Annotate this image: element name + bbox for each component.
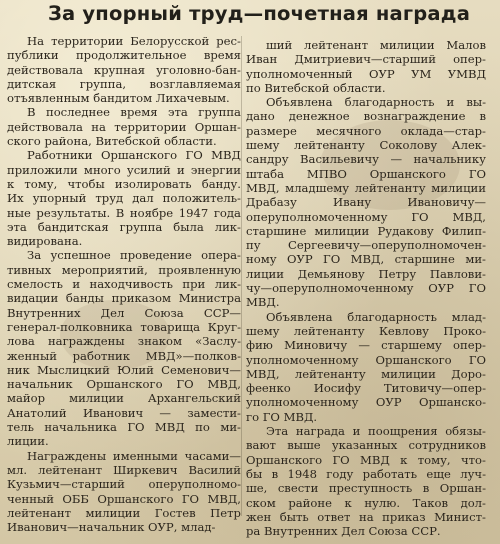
article-paragraph bbox=[7, 34, 241, 105]
text-line: сандру Васильевичу — начальнику bbox=[246, 152, 486, 167]
text-line: шему лейтенанту Соколову Алек- bbox=[246, 138, 486, 153]
text-line: ник Мыслицкий Юлий Семенович— bbox=[7, 362, 241, 377]
text-line: Анатолий Иванович — замести- bbox=[7, 405, 241, 420]
text-line: уполномоченному Оршанского ГО bbox=[246, 352, 486, 367]
text-line: Драбазу Ивану Ивановичу— bbox=[246, 195, 486, 210]
text-line: дано денежное вознаграждение в bbox=[246, 109, 486, 124]
text-line: тель начальника ГО МВД по ми- bbox=[7, 420, 241, 435]
column-divider bbox=[241, 36, 242, 516]
text-line: размере месячного оклада—стар- bbox=[246, 123, 486, 138]
text-line: Внутренних Дел Союза ССР— bbox=[7, 305, 241, 320]
text-line: шему лейтенанту Кевлову Проко- bbox=[246, 323, 486, 338]
text-line: ший лейтенант милиции Малов bbox=[266, 38, 486, 52]
right-column bbox=[246, 38, 486, 538]
text-line: мл. лейтенант Ширкевич Василий bbox=[7, 462, 241, 477]
text-line: ченный ОББ Оршанского ГО МВД, bbox=[7, 491, 241, 506]
text-line: действовала на территории Оршан- bbox=[7, 119, 241, 134]
text-line: оперуполномоченному ГО МВД, bbox=[246, 209, 486, 224]
text-line: к тому, чтобы изолировать банду. bbox=[7, 176, 241, 191]
text-line: лейтенант милиции Гостев Петр bbox=[7, 505, 241, 520]
text-line: дитская группа, возглавляемая bbox=[7, 76, 241, 91]
text-line: генерал-полковника товарища Круг- bbox=[7, 319, 241, 334]
text-line: Их упорный труд дал положитель- bbox=[7, 191, 241, 206]
text-line: публики продолжительное время bbox=[7, 48, 241, 63]
text-line: ше, свести преступность в Оршан- bbox=[246, 481, 486, 496]
article-paragraph bbox=[246, 95, 486, 309]
text-line: Иванович—начальник ОУР, млад- bbox=[7, 520, 216, 535]
text-line: лова награждены знаком «Заслу- bbox=[7, 334, 241, 349]
article-paragraph bbox=[246, 310, 486, 424]
text-line: ского района, Витебской области. bbox=[7, 134, 217, 149]
text-line: ному ОУР ГО МВД, старшине ми- bbox=[246, 252, 486, 267]
text-line: отъявленным бандитом Лихачевым. bbox=[7, 91, 230, 106]
text-line: тивных мероприятий, проявленную bbox=[7, 262, 241, 277]
text-line: го ГО МВД. bbox=[246, 409, 318, 424]
article-paragraph bbox=[246, 424, 486, 538]
article-paragraph bbox=[246, 38, 486, 95]
text-line: МВД, младшему лейтенанту милиции bbox=[246, 180, 486, 195]
article-paragraph bbox=[7, 449, 241, 535]
text-line: лиции. bbox=[7, 434, 49, 449]
text-line: В последнее время эта группа bbox=[27, 105, 241, 120]
text-line: майор милиции Архангельский bbox=[7, 391, 241, 406]
text-line: лиции Демьянову Петру Павлови- bbox=[246, 266, 486, 281]
text-line: МВД, лейтенанту милиции Доро- bbox=[246, 366, 486, 381]
article-paragraph bbox=[7, 248, 241, 448]
text-line: старшине милиции Рудакову Филип- bbox=[246, 223, 486, 238]
text-line: Оршанского ГО МВД к тому, что- bbox=[246, 452, 486, 467]
text-line: смелость и находчивость при лик- bbox=[7, 277, 241, 292]
text-line: Объявлена благодарность и вы- bbox=[266, 95, 486, 110]
text-line: Иван Дмитриевич—старший опер- bbox=[246, 52, 486, 67]
text-line: Эта награда и поощрения обязы- bbox=[266, 424, 486, 439]
text-line: штаба МПВО Оршанского ГО bbox=[246, 166, 486, 181]
text-line: Объявлена благодарность млад- bbox=[266, 309, 486, 324]
text-line: Работники Оршанского ГО МВД bbox=[27, 148, 241, 163]
text-line: женный работник МВД»—полков- bbox=[7, 348, 241, 363]
text-line: эта бандитская группа была лик- bbox=[7, 219, 241, 234]
text-line: пу Сергеевичу—оперуполномочен- bbox=[246, 238, 486, 253]
text-line: чу—оперуполномоченному ОУР ГО bbox=[246, 281, 486, 296]
text-line: начальник Оршанского ГО МВД, bbox=[7, 377, 241, 392]
text-line: ра Внутренних Дел Союза ССР. bbox=[246, 524, 441, 539]
text-line: бы в 1948 году работать еще луч- bbox=[246, 466, 486, 481]
left-column bbox=[7, 34, 241, 534]
text-line: по Витебской области. bbox=[246, 80, 386, 95]
article-paragraph bbox=[7, 148, 241, 248]
text-line: ные результаты. В ноябре 1947 года bbox=[7, 205, 241, 220]
article-paragraph bbox=[7, 105, 241, 148]
text-line: феенко Иосифу Титовичу—опер- bbox=[246, 381, 486, 396]
text-line: приложили много усилий и энергии bbox=[7, 162, 241, 177]
text-line: видирована. bbox=[7, 234, 83, 249]
text-line: уполномоченному ОУР Оршанско- bbox=[246, 395, 486, 410]
text-line: видации банды приказом Министра bbox=[7, 291, 241, 306]
article-headline: За упорный труд—почетная награда bbox=[48, 2, 471, 25]
text-line: МВД. bbox=[246, 295, 280, 310]
text-line: Награждены именными часами— bbox=[27, 448, 241, 463]
text-line: вают выше указанных сотрудников bbox=[246, 438, 486, 453]
text-line: ском районе к нулю. Таков дол- bbox=[246, 495, 486, 510]
text-line: Кузьмич—старший оперуполномо- bbox=[7, 477, 241, 492]
text-line: фию Миновичу — старшему опер- bbox=[246, 338, 486, 353]
text-line: уполномоченный ОУР УМ УМВД bbox=[246, 66, 486, 81]
text-line: жен быть ответ на приказ Минист- bbox=[246, 509, 486, 524]
text-line: На территории Белорусской рес- bbox=[27, 34, 241, 48]
text-line: За успешное проведение опера- bbox=[27, 248, 241, 263]
text-line: действовала крупная уголовно-бан- bbox=[7, 62, 241, 77]
